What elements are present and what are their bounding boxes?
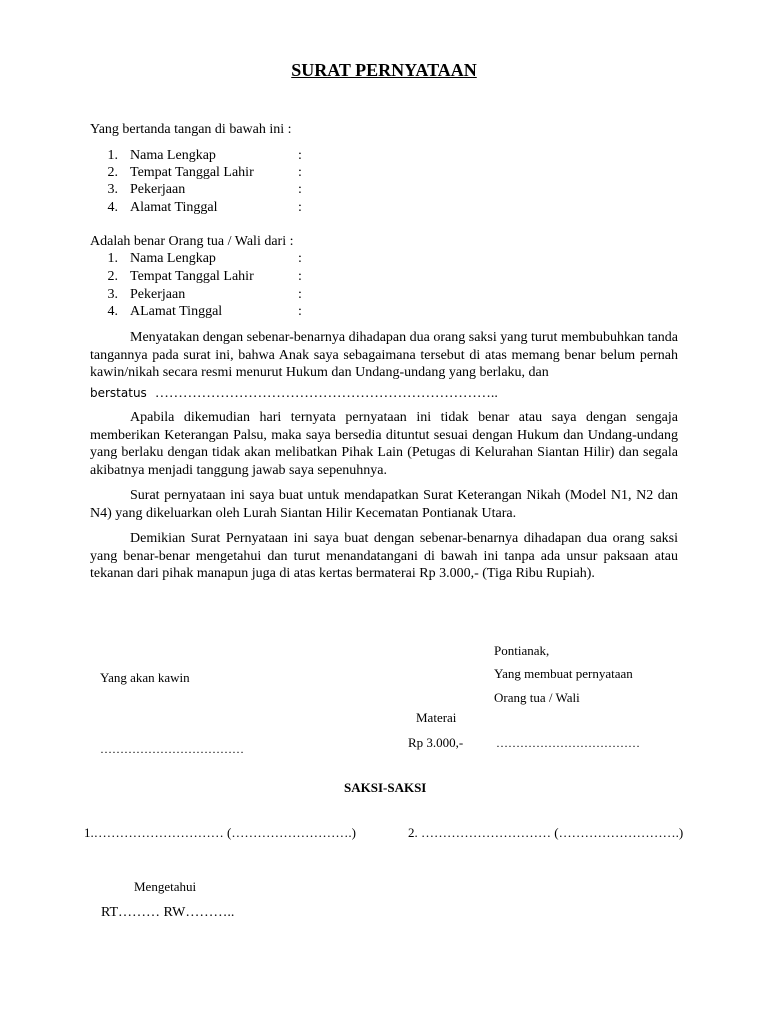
status-label: berstatus xyxy=(90,386,147,400)
intro-text: Yang bertanda tangan di bawah ini : xyxy=(90,122,292,137)
field-label: Alamat Tinggal xyxy=(130,200,218,215)
field-colon: : xyxy=(298,200,302,215)
field-label: Nama Lengkap xyxy=(130,148,216,163)
list-number: 1. xyxy=(107,251,118,266)
list-number: 3. xyxy=(107,182,118,197)
role-label: Orang tua / Wali xyxy=(494,690,580,705)
parent-intro-text: Adalah benar Orang tua / Wali dari : xyxy=(90,234,294,249)
closing-text: Demikian Surat Pernyataan ini saya buat dengan sebenar-benarnya dihadapan dua orang saksi yang benar-benar mengetahui dan turut menandatangani di bawah ini tanpa ada unsur paksaan atau tekanan dari pihak manapun juga di atas kertas bermaterai Rp 3.000,- (Tiga Ribu Rupiah). xyxy=(90,531,678,581)
statement-text: Menyatakan dengan sebenar-benarnya dihadapan dua orang saksi yang turut membubuhkan tanda tangannya pada surat ini, bahwa Anak saya sebagaimana tersebut di atas memang benar belum pernah kawin/nikah secara resmi menurut Hukum dan Undang-undang yang berlaku, dan xyxy=(90,330,678,380)
witness-2-line: 2. ………………………… (……………………….) xyxy=(408,825,684,840)
stamp-amount: Rp 3.000,- xyxy=(408,735,464,750)
status-line xyxy=(90,384,498,402)
field-label: Tempat Tanggal Lahir xyxy=(130,269,254,284)
field-label: ALamat Tinggal xyxy=(130,304,223,319)
liability-paragraph xyxy=(90,409,678,479)
stamp-label: Materai xyxy=(416,710,457,725)
list-number: 2. xyxy=(107,165,118,180)
statement-paragraph xyxy=(90,329,678,382)
groom-bride-label: Yang akan kawin xyxy=(100,670,190,685)
maker-label: Yang membuat pernyataan xyxy=(494,666,633,681)
document-title: SURAT PERNYATAAN xyxy=(291,60,477,80)
witnesses-heading: SAKSI-SAKSI xyxy=(344,780,427,795)
field-label: Tempat Tanggal Lahir xyxy=(130,165,254,180)
right-signature-line: ……………………………… xyxy=(496,736,640,750)
liability-text: Apabila dikemudian hari ternyata pernyataan ini tidak benar atau saya dengan sengaja memberikan Keterangan Palsu, maka saya bersedia dituntut sesuai dengan Hukum dan Undang-undang yang berlaku dengan tidak akan melibatkan Pihak Lain (Petugas di Kelurahan Siantan Hilir) dan segala akibatnya menjadi tanggung jawab saya sepenuhnya. xyxy=(90,410,678,478)
left-signature-line: ……………………………… xyxy=(100,742,244,756)
list-number: 3. xyxy=(107,287,118,302)
rt-rw-line: RT……… RW……….. xyxy=(101,905,235,920)
purpose-paragraph xyxy=(90,487,678,522)
field-colon: : xyxy=(298,304,302,319)
list-number: 2. xyxy=(107,269,118,284)
field-label: Pekerjaan xyxy=(130,182,186,197)
place-date: Pontianak, xyxy=(494,643,550,658)
field-colon: : xyxy=(298,287,302,302)
field-label: Pekerjaan xyxy=(130,287,186,302)
list-number: 4. xyxy=(107,200,118,215)
status-dots: ……………………………………………………………….. xyxy=(154,386,498,401)
field-colon: : xyxy=(298,269,302,284)
field-colon: : xyxy=(298,165,302,180)
closing-paragraph xyxy=(90,530,678,583)
list-number: 4. xyxy=(107,304,118,319)
field-colon: : xyxy=(298,251,302,266)
field-colon: : xyxy=(298,182,302,197)
list-number: 1. xyxy=(107,148,118,163)
field-label: Nama Lengkap xyxy=(130,251,216,266)
field-colon: : xyxy=(298,148,302,163)
witness-1-line: 1.………………………… (……………………….) xyxy=(84,825,356,840)
acknowledge-label: Mengetahui xyxy=(134,879,197,894)
purpose-text: Surat pernyataan ini saya buat untuk mendapatkan Surat Keterangan Nikah (Model N1, N2 dan N4) yang dikeluarkan oleh Lurah Siantan Hilir Kecematan Pontianak Utara. xyxy=(90,488,678,521)
